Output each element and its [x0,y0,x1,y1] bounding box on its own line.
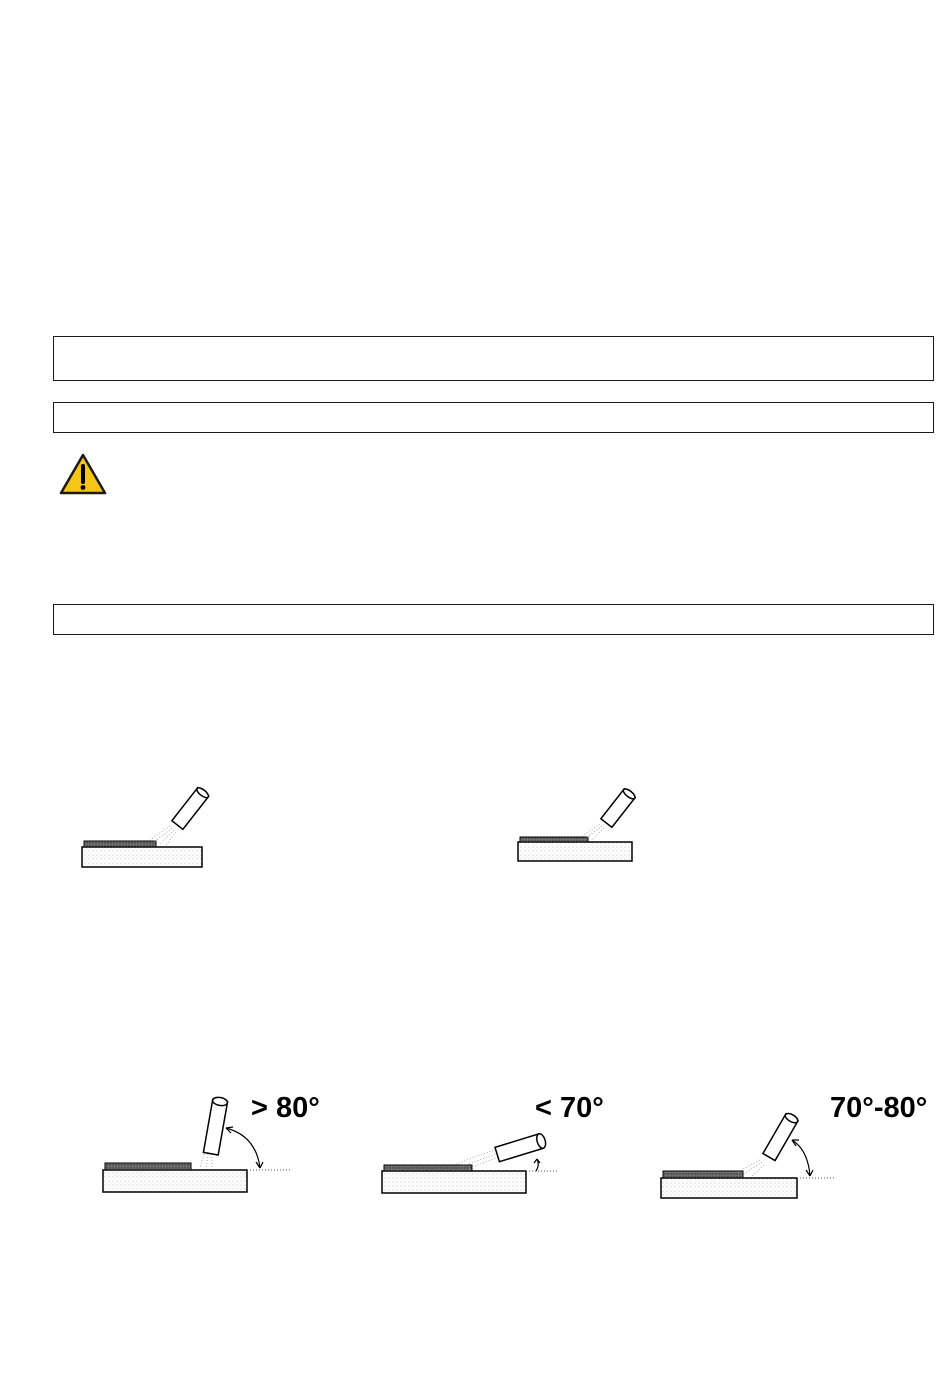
angle-label-steep: > 80° [251,1092,320,1124]
angle-label-shallow: < 70° [535,1092,604,1124]
welding-figure-angle-shallow [380,1125,560,1197]
angle-label-correct: 70°-80° [830,1092,928,1124]
section-header-box-2 [53,402,934,433]
welding-figure-angle-correct [658,1110,838,1202]
section-header-box-1 [53,336,934,381]
welding-figure-top-right [516,786,641,866]
warning-triangle-icon [59,453,107,495]
section-header-box-3 [53,604,934,635]
welding-figure-top-left [80,782,215,872]
